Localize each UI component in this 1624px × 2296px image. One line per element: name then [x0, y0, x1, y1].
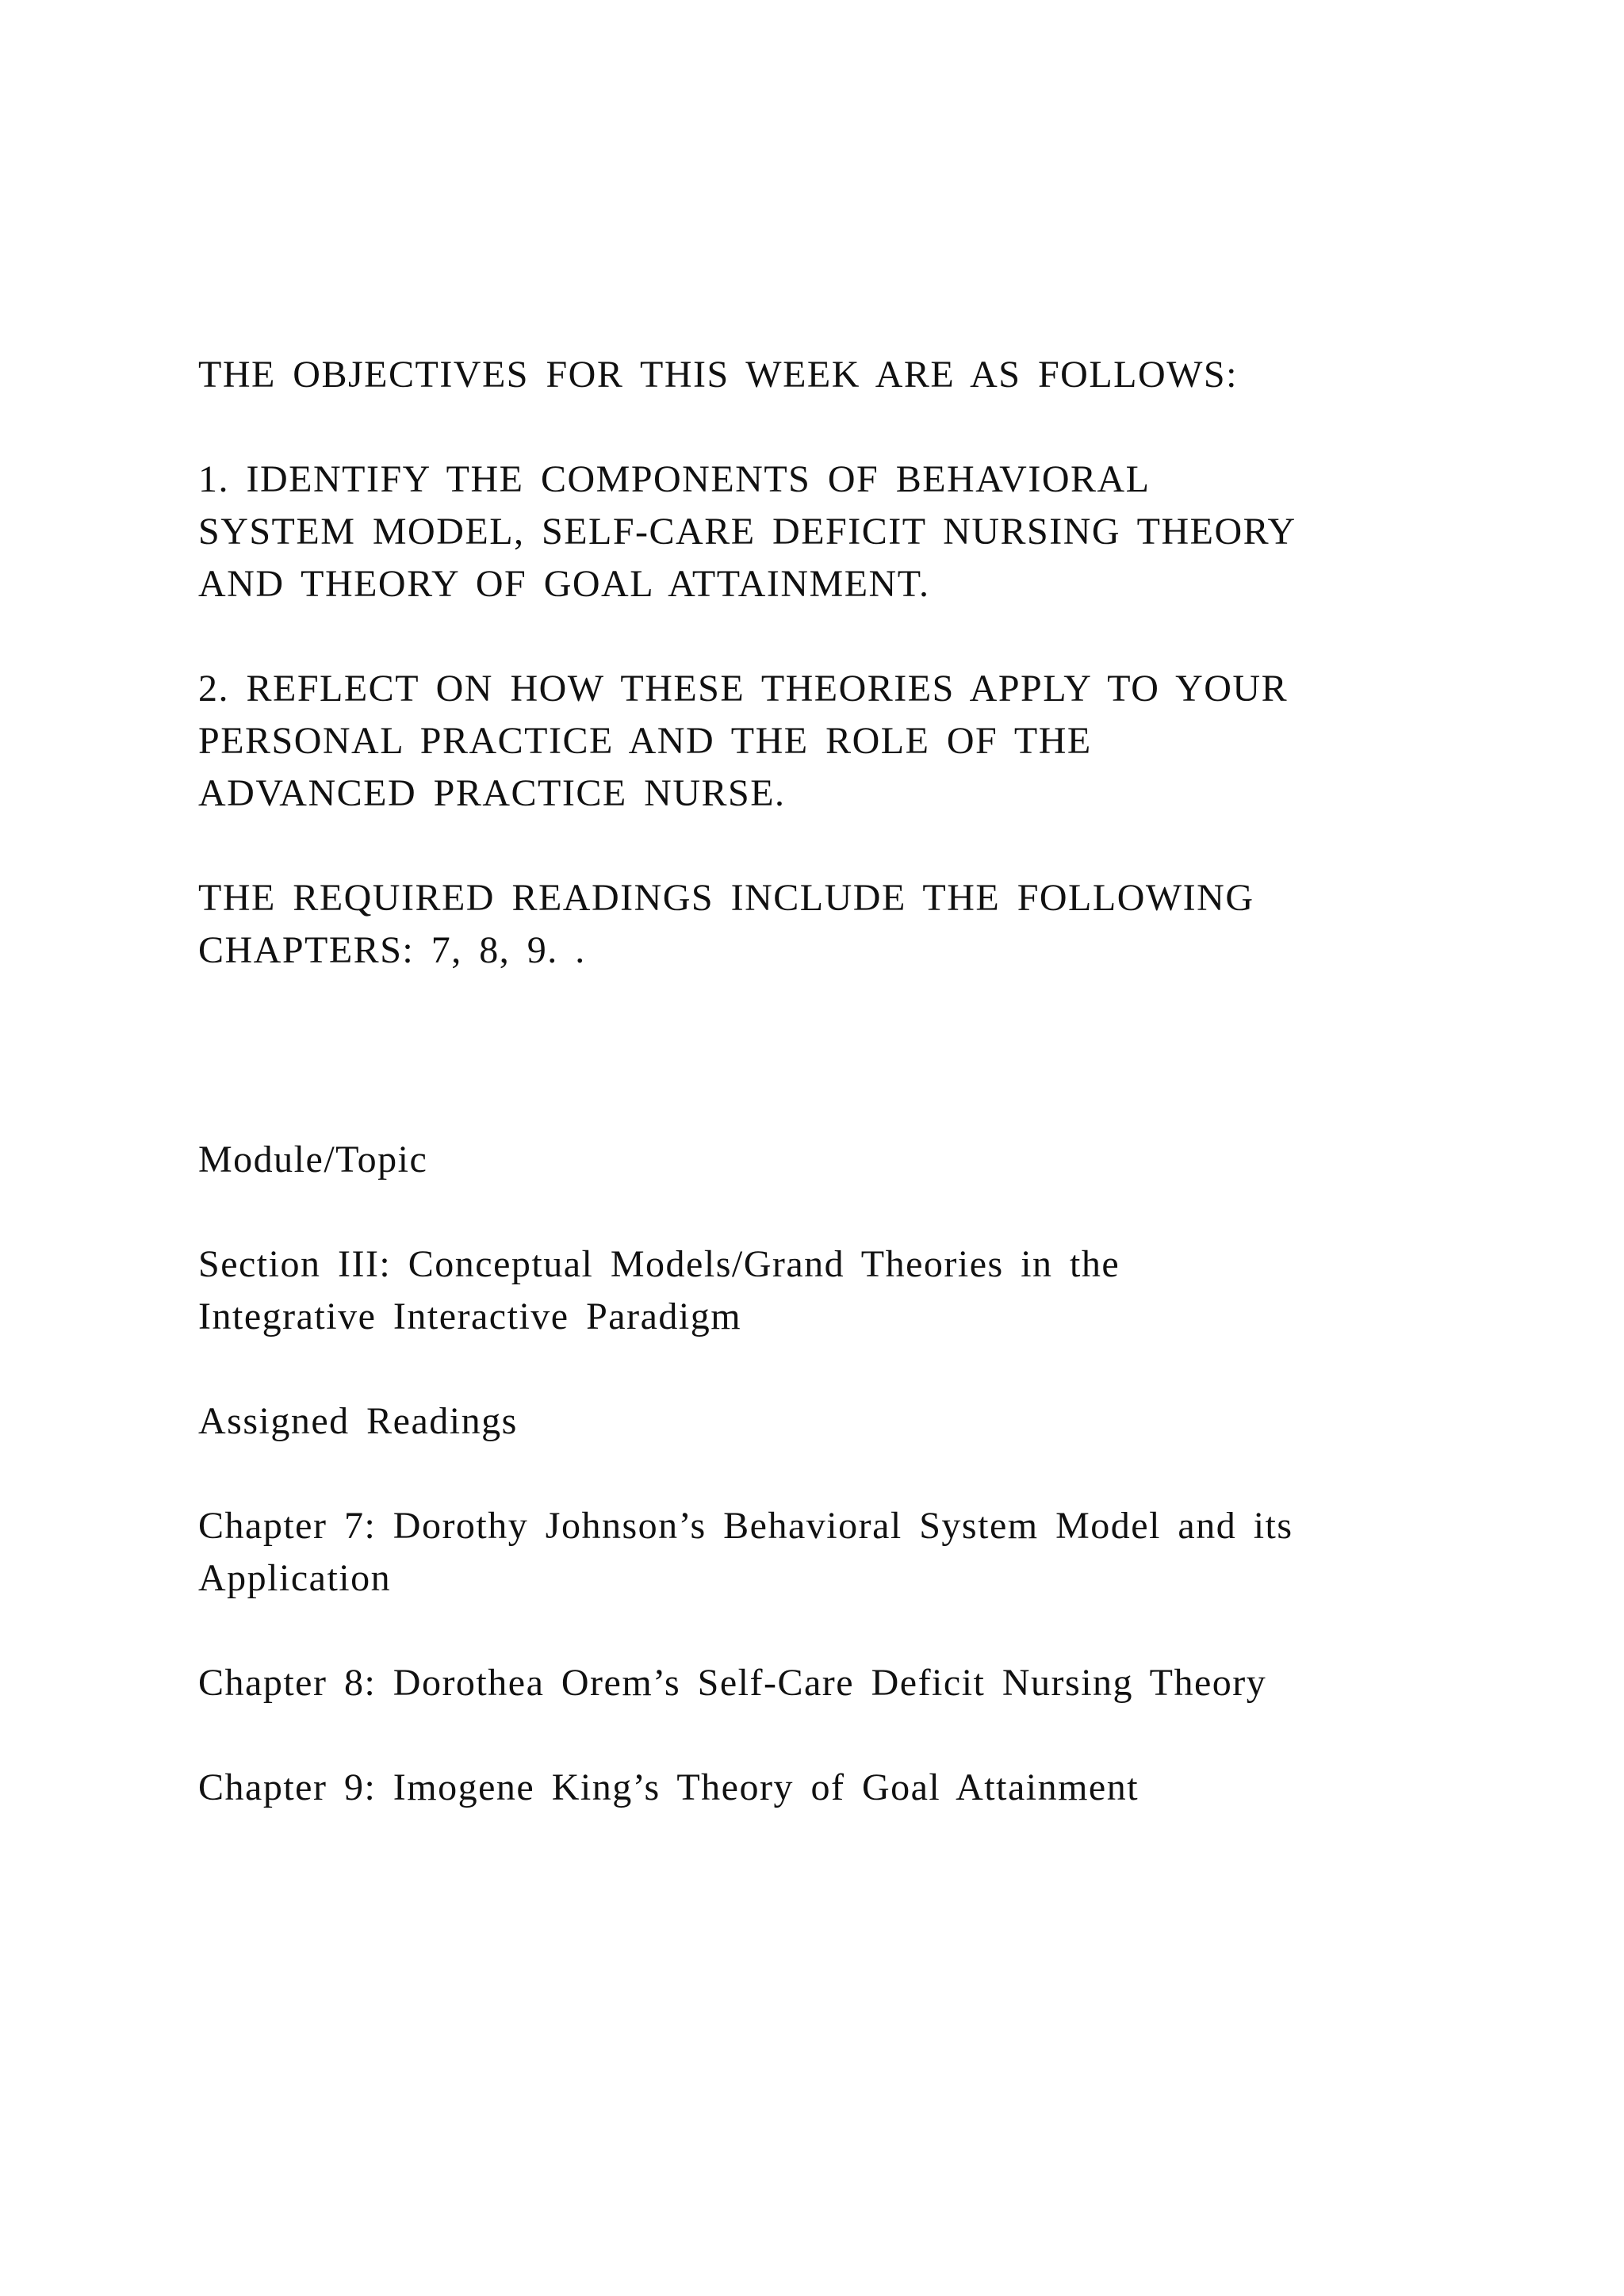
module-topic-label: Module/Topic [198, 1138, 428, 1181]
chapter-8: Chapter 8: Dorothea Orem’s Self-Care Deficit Nursing Theory [198, 1662, 1267, 1704]
objective-item-2: 2. REFLECT ON HOW THESE THEORIES APPLY TO YOUR PERSONAL PRACTICE AND THE ROLE OF THE ADVANCED PRACTICE NURSE. [198, 668, 1289, 814]
chapter-9: Chapter 9: Imogene King’s Theory of Goal Attainment [198, 1766, 1139, 1808]
section-spacer [198, 1029, 1435, 1134]
required-readings: THE REQUIRED READINGS INCLUDE THE FOLLOWING CHAPTERS: 7, 8, 9. . [198, 877, 1254, 971]
document-body [198, 349, 1435, 1866]
objective-item-1: 1. IDENTIFY THE COMPONENTS OF BEHAVIORAL SYSTEM MODEL, SELF-CARE DEFICIT NURSING THEORY AND THEORY OF GOAL ATTAINMENT. [198, 458, 1297, 605]
assigned-readings-label: Assigned Readings [198, 1400, 518, 1442]
objectives-heading: THE OBJECTIVES FOR THIS WEEK ARE AS FOLLOWS: [198, 354, 1238, 396]
chapter-7: Chapter 7: Dorothy Johnson’s Behavioral System Model and its Application [198, 1505, 1293, 1599]
section-title: Section III: Conceptual Models/Grand Theories in the Integrative Interactive Paradigm [198, 1243, 1120, 1337]
